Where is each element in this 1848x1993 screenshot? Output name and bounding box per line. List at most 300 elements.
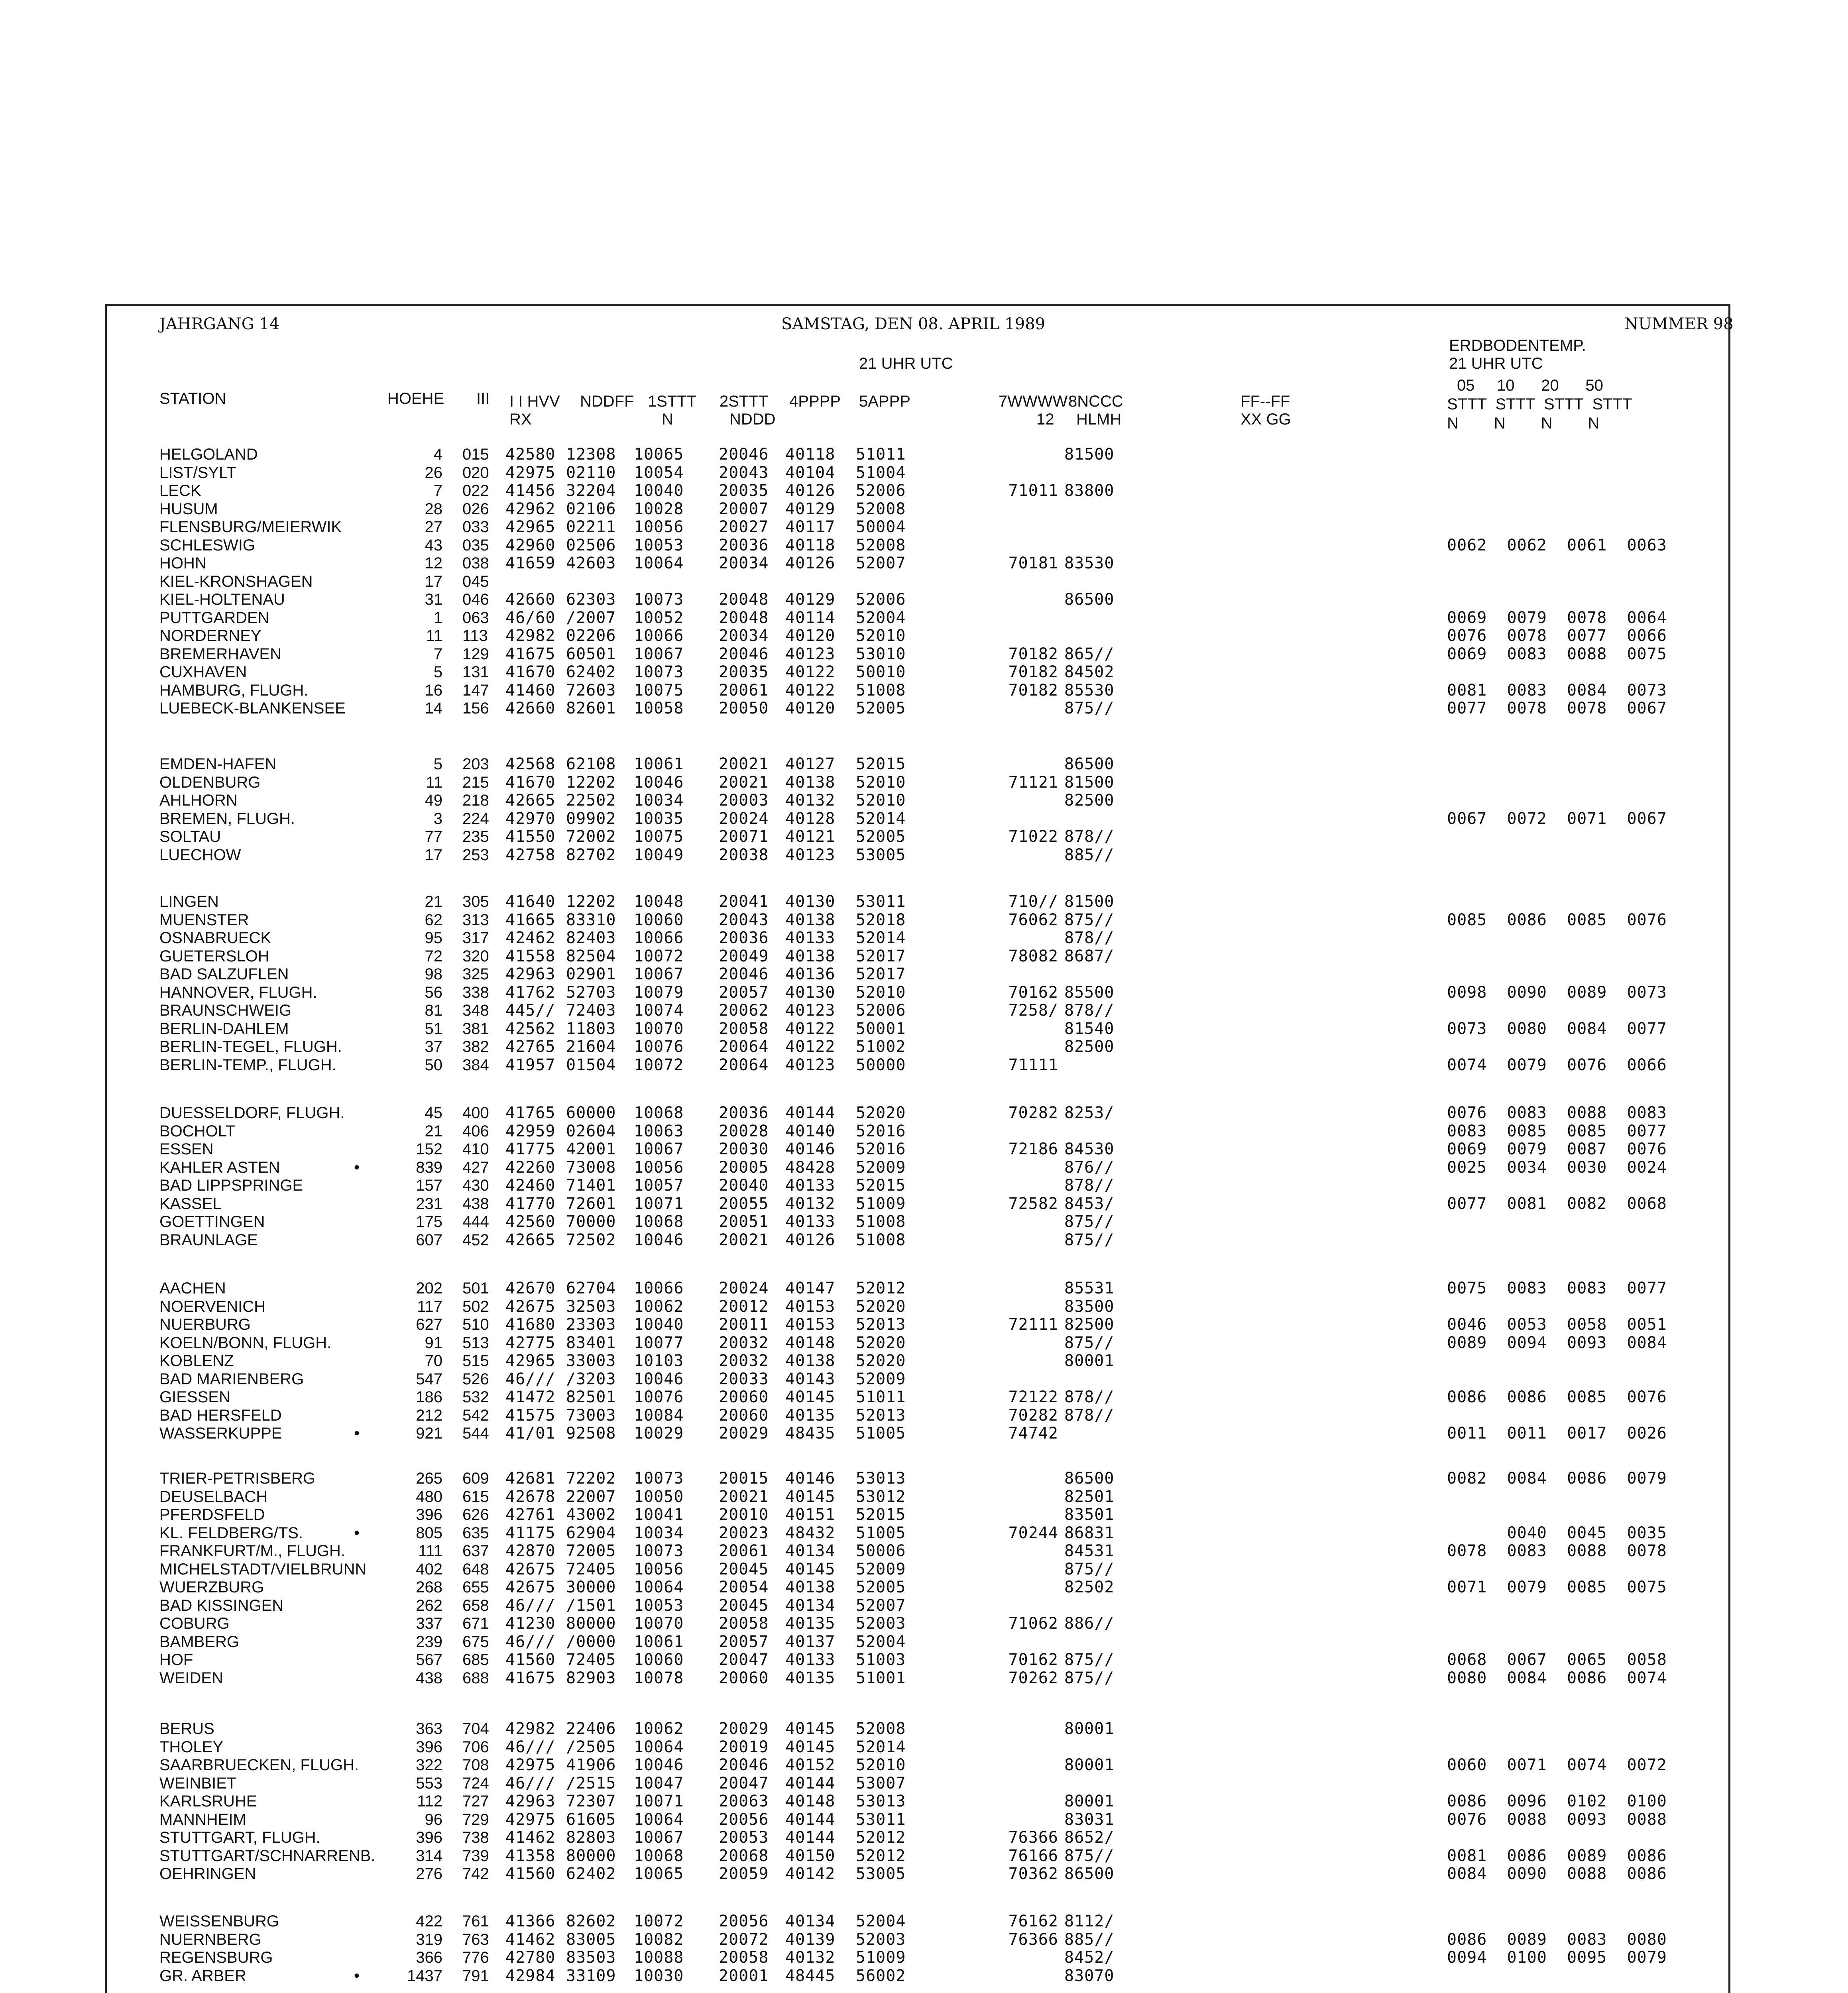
cloud-8nccc-value: 86500 <box>1064 755 1115 773</box>
tendency-5appp-value: 52006 <box>856 482 906 500</box>
nddff-value: 43002 <box>566 1506 616 1524</box>
col-ffff: FF--FF <box>1241 393 1290 410</box>
temp-1sttt-value: 10056 <box>634 518 684 536</box>
station-height: 262 <box>416 1596 442 1614</box>
iihvv-value: 42775 <box>505 1333 556 1352</box>
dew-2sttt-value: 20048 <box>719 608 769 627</box>
soil-temp-values: 0062 0062 0061 0063 <box>1447 536 1667 554</box>
temp-1sttt-value: 10040 <box>634 482 684 500</box>
dew-2sttt-value: 20058 <box>719 1614 769 1633</box>
station-height: 43 <box>425 536 442 554</box>
temp-1sttt-value: 10103 <box>634 1352 684 1370</box>
station-name: KIEL-KRONSHAGEN <box>159 572 313 590</box>
station-index: 510 <box>462 1316 489 1333</box>
cloud-8nccc-value: 86831 <box>1064 1523 1115 1542</box>
weather-7wwww-value: 7258/ <box>1008 1001 1058 1020</box>
station-height: 95 <box>425 929 442 947</box>
station-height: 12 <box>425 554 442 572</box>
station-name: KAHLER ASTEN <box>159 1158 280 1176</box>
station-name: NUERBURG <box>159 1316 251 1333</box>
soil-temp-depths: 05 10 20 50 <box>1457 377 1603 394</box>
temp-1sttt-value: 10046 <box>634 1756 684 1774</box>
tendency-5appp-value: 53011 <box>856 892 906 911</box>
iihvv-value: 42665 <box>505 1230 556 1249</box>
station-name: BAD MARIENBERG <box>159 1370 304 1388</box>
cloud-8nccc-value: 875// <box>1064 1230 1115 1249</box>
soil-temp-values: 0089 0094 0093 0084 <box>1447 1333 1667 1352</box>
tendency-5appp-value: 52003 <box>856 1614 906 1633</box>
tendency-5appp-value: 53011 <box>856 1810 906 1829</box>
station-index: 406 <box>462 1122 489 1140</box>
tendency-5appp-value: 52013 <box>856 1315 906 1334</box>
station-height: 81 <box>425 1002 442 1019</box>
station-index: 532 <box>462 1388 489 1406</box>
station-index: 131 <box>462 663 489 681</box>
nddff-value: 73003 <box>566 1406 616 1425</box>
station-name: FLENSBURG/MEIERWIK <box>159 518 342 536</box>
col-iihvv: I I HVV <box>509 393 560 410</box>
soil-temp-values: 0094 0100 0095 0079 <box>1447 1948 1667 1967</box>
dew-2sttt-value: 20064 <box>719 1038 769 1056</box>
tendency-5appp-value: 52008 <box>856 1720 906 1738</box>
station-height: 26 <box>425 464 442 482</box>
pressure-4pppp-value: 40128 <box>785 809 836 828</box>
dew-2sttt-value: 20030 <box>719 1140 769 1158</box>
col-4pppp: 4PPPP <box>789 393 841 410</box>
station-index: 348 <box>462 1002 489 1019</box>
col-12: 12 <box>1036 411 1054 428</box>
nddff-value: 60501 <box>566 645 616 663</box>
pressure-4pppp-value: 40145 <box>785 1737 836 1756</box>
iihvv-value: 42965 <box>505 518 556 536</box>
iihvv-value: 41460 <box>505 681 556 700</box>
nddff-value: 82903 <box>566 1669 616 1687</box>
temp-1sttt-value: 10034 <box>634 791 684 810</box>
pressure-4pppp-value: 40114 <box>785 608 836 627</box>
dew-2sttt-value: 20034 <box>719 627 769 645</box>
station-name: BAD SALZUFLEN <box>159 965 289 983</box>
station-height: 16 <box>425 681 442 699</box>
station-height: 3 <box>433 810 442 827</box>
pressure-4pppp-value: 40133 <box>785 1176 836 1195</box>
temp-1sttt-value: 10029 <box>634 1424 684 1443</box>
station-index: 526 <box>462 1370 489 1388</box>
nddff-value: 52703 <box>566 983 616 1002</box>
iihvv-value: 42959 <box>505 1122 556 1140</box>
pressure-4pppp-value: 40138 <box>785 910 836 929</box>
nddff-value: 82803 <box>566 1828 616 1847</box>
station-name: HELGOLAND <box>159 446 258 463</box>
cloud-8nccc-value: 86500 <box>1064 1865 1115 1883</box>
temp-1sttt-value: 10056 <box>634 1560 684 1578</box>
station-name: KARLSRUHE <box>159 1793 257 1810</box>
iihvv-value: 41550 <box>505 827 556 846</box>
station-height: 805 <box>416 1524 442 1542</box>
dew-2sttt-value: 20071 <box>719 827 769 846</box>
dew-2sttt-value: 20036 <box>719 536 769 554</box>
tendency-5appp-value: 51009 <box>856 1948 906 1967</box>
station-index: 020 <box>462 464 489 482</box>
dew-2sttt-value: 20035 <box>719 663 769 681</box>
nddff-value: 83310 <box>566 910 616 929</box>
station-height: 98 <box>425 965 442 983</box>
station-index: 046 <box>462 591 489 608</box>
station-name: LUECHOW <box>159 846 241 864</box>
station-height: 111 <box>418 1542 442 1560</box>
cloud-8nccc-value: 878// <box>1064 1406 1115 1425</box>
station-name: WASSERKUPPE <box>159 1425 282 1442</box>
tendency-5appp-value: 52004 <box>856 1912 906 1930</box>
station-index: 444 <box>462 1213 489 1230</box>
station-index: 338 <box>462 983 489 1001</box>
station-height: 396 <box>416 1738 442 1756</box>
mountain-marker: • <box>354 1967 360 1985</box>
station-height: 396 <box>416 1829 442 1846</box>
weather-7wwww-value: 70262 <box>1008 1669 1058 1687</box>
iihvv-value: 41230 <box>505 1614 556 1633</box>
dew-2sttt-value: 20012 <box>719 1297 769 1316</box>
cloud-8nccc-value: 878// <box>1064 1176 1115 1195</box>
nddff-value: 33003 <box>566 1352 616 1370</box>
station-index: 655 <box>462 1578 489 1596</box>
station-index: 671 <box>462 1615 489 1632</box>
nddff-value: 42001 <box>566 1140 616 1158</box>
weather-7wwww-value: 76366 <box>1008 1930 1058 1949</box>
temp-1sttt-value: 10065 <box>634 1865 684 1883</box>
nddff-value: 22502 <box>566 791 616 810</box>
pressure-4pppp-value: 40137 <box>785 1632 836 1651</box>
station-height: 91 <box>425 1334 442 1352</box>
nddff-value: 72601 <box>566 1194 616 1213</box>
iihvv-value: 41680 <box>505 1315 556 1334</box>
tendency-5appp-value: 51008 <box>856 1213 906 1231</box>
pressure-4pppp-value: 40142 <box>785 1865 836 1883</box>
nddff-value: 02106 <box>566 499 616 518</box>
station-name: BAD LIPPSPRINGE <box>159 1177 303 1194</box>
cloud-8nccc-value: 81500 <box>1064 445 1115 464</box>
cloud-8nccc-value: 8452/ <box>1064 1948 1115 1967</box>
pressure-4pppp-value: 40120 <box>785 627 836 645</box>
temp-1sttt-value: 10034 <box>634 1523 684 1542</box>
pressure-4pppp-value: 40145 <box>785 1560 836 1578</box>
temp-1sttt-value: 10028 <box>634 499 684 518</box>
nddff-value: 80000 <box>566 1846 616 1865</box>
iihvv-value: 42562 <box>505 1019 556 1038</box>
station-index: 015 <box>462 446 489 463</box>
nddff-value: 80000 <box>566 1614 616 1633</box>
cloud-8nccc-value: 81540 <box>1064 1019 1115 1038</box>
pressure-4pppp-value: 40118 <box>785 445 836 464</box>
iihvv-value: 445// <box>505 1001 556 1020</box>
temp-1sttt-value: 10030 <box>634 1966 684 1985</box>
station-height: 21 <box>425 893 442 910</box>
temp-1sttt-value: 10053 <box>634 536 684 554</box>
soil-temp-n-row: N N N N <box>1447 415 1600 432</box>
temp-1sttt-value: 10064 <box>634 554 684 572</box>
soil-temp-values: 0069 0079 0087 0076 <box>1447 1140 1667 1158</box>
temp-1sttt-value: 10066 <box>634 1279 684 1297</box>
nddff-value: 92508 <box>566 1424 616 1443</box>
station-height: 96 <box>425 1810 442 1828</box>
tendency-5appp-value: 52020 <box>856 1104 906 1122</box>
station-index: 224 <box>462 810 489 827</box>
station-height: 27 <box>425 518 442 536</box>
station-index: 637 <box>462 1542 489 1560</box>
cloud-8nccc-value: 82500 <box>1064 791 1115 810</box>
nddff-value: 41906 <box>566 1756 616 1774</box>
nddff-value: 61605 <box>566 1810 616 1829</box>
station-index: 381 <box>462 1020 489 1038</box>
tendency-5appp-value: 52012 <box>856 1828 906 1847</box>
iihvv-value: 42963 <box>505 965 556 983</box>
temp-1sttt-value: 10068 <box>634 1213 684 1231</box>
station-name: ESSEN <box>159 1140 214 1158</box>
dew-2sttt-value: 20003 <box>719 791 769 810</box>
station-height: 268 <box>416 1578 442 1596</box>
cloud-8nccc-value: 8253/ <box>1064 1104 1115 1122</box>
soil-temp-values: 0080 0084 0086 0074 <box>1447 1669 1667 1687</box>
iihvv-value: 42870 <box>505 1542 556 1560</box>
dew-2sttt-value: 20045 <box>719 1560 769 1578</box>
temp-1sttt-value: 10049 <box>634 845 684 864</box>
iihvv-value: 41670 <box>505 663 556 681</box>
cloud-8nccc-value: 886// <box>1064 1614 1115 1633</box>
cloud-8nccc-value: 83530 <box>1064 554 1115 572</box>
cloud-8nccc-value: 875// <box>1064 1560 1115 1578</box>
station-name: PUTTGARDEN <box>159 609 269 627</box>
cloud-8nccc-value: 85531 <box>1064 1279 1115 1297</box>
weather-7wwww-value: 72186 <box>1008 1140 1058 1158</box>
tendency-5appp-value: 52018 <box>856 910 906 929</box>
tendency-5appp-value: 52016 <box>856 1122 906 1140</box>
dew-2sttt-value: 20068 <box>719 1846 769 1865</box>
station-index: 615 <box>462 1488 489 1506</box>
soil-temp-time: 21 UHR UTC <box>1449 355 1543 372</box>
station-name: BAD HERSFELD <box>159 1406 282 1424</box>
dew-2sttt-value: 20043 <box>719 463 769 482</box>
station-height: 186 <box>416 1388 442 1406</box>
station-height: 319 <box>416 1930 442 1948</box>
weather-7wwww-value: 78082 <box>1008 947 1058 965</box>
soil-temp-values: 0075 0083 0083 0077 <box>1447 1279 1667 1297</box>
station-height: 51 <box>425 1020 442 1038</box>
dew-2sttt-value: 20060 <box>719 1388 769 1406</box>
station-index: 729 <box>462 1810 489 1828</box>
tendency-5appp-value: 53012 <box>856 1487 906 1506</box>
pressure-4pppp-value: 40121 <box>785 827 836 846</box>
station-index: 502 <box>462 1297 489 1315</box>
station-index: 218 <box>462 792 489 809</box>
nddff-value: /2505 <box>566 1737 616 1756</box>
temp-1sttt-value: 10056 <box>634 1158 684 1177</box>
pressure-4pppp-value: 40138 <box>785 773 836 792</box>
dew-2sttt-value: 20032 <box>719 1333 769 1352</box>
nddff-value: 12202 <box>566 773 616 792</box>
nddff-value: 62402 <box>566 1865 616 1883</box>
station-name: STUTTGART/SCHNARRENB. <box>159 1847 375 1865</box>
weather-7wwww-value: 70181 <box>1008 554 1058 572</box>
station-index: 685 <box>462 1651 489 1669</box>
temp-1sttt-value: 10058 <box>634 699 684 717</box>
temp-1sttt-value: 10076 <box>634 1388 684 1406</box>
soil-temp-values: 0084 0090 0088 0086 <box>1447 1865 1667 1883</box>
tendency-5appp-value: 52008 <box>856 499 906 518</box>
temp-1sttt-value: 10072 <box>634 947 684 965</box>
station-name: AHLHORN <box>159 792 238 809</box>
station-height: 231 <box>416 1195 442 1213</box>
temp-1sttt-value: 10078 <box>634 1669 684 1687</box>
iihvv-value: 42665 <box>505 791 556 810</box>
station-name: FRANKFURT/M., FLUGH. <box>159 1542 345 1560</box>
temp-1sttt-value: 10046 <box>634 773 684 792</box>
station-height: 607 <box>416 1231 442 1249</box>
iihvv-value: 41670 <box>505 773 556 792</box>
tendency-5appp-value: 52014 <box>856 1737 906 1756</box>
temp-1sttt-value: 10066 <box>634 929 684 947</box>
iihvv-value: 42761 <box>505 1506 556 1524</box>
temp-1sttt-value: 10064 <box>634 1737 684 1756</box>
nddff-value: 83401 <box>566 1333 616 1352</box>
station-index: 038 <box>462 554 489 572</box>
pressure-4pppp-value: 40135 <box>785 1669 836 1687</box>
tendency-5appp-value: 52005 <box>856 827 906 846</box>
dew-2sttt-value: 20057 <box>719 983 769 1002</box>
station-height: 49 <box>425 792 442 809</box>
soil-temp-values: 0085 0086 0085 0076 <box>1447 910 1667 929</box>
station-index: 317 <box>462 929 489 947</box>
tendency-5appp-value: 52017 <box>856 965 906 983</box>
nddff-value: 82601 <box>566 699 616 717</box>
temp-1sttt-value: 10074 <box>634 1001 684 1020</box>
pressure-4pppp-value: 40127 <box>785 755 836 773</box>
station-index: 438 <box>462 1195 489 1213</box>
pressure-4pppp-value: 40132 <box>785 791 836 810</box>
pressure-4pppp-value: 40123 <box>785 1001 836 1020</box>
nddff-value: 83503 <box>566 1948 616 1967</box>
iihvv-value: 41456 <box>505 482 556 500</box>
weather-7wwww-value: 72122 <box>1008 1388 1058 1406</box>
tendency-5appp-value: 52020 <box>856 1297 906 1316</box>
station-name: KL. FELDBERG/TS. <box>159 1524 303 1542</box>
station-index: 026 <box>462 500 489 518</box>
cloud-8nccc-value: 875// <box>1064 1651 1115 1669</box>
temp-1sttt-value: 10065 <box>634 445 684 464</box>
weather-7wwww-value: 70244 <box>1008 1523 1058 1542</box>
station-index: 147 <box>462 681 489 699</box>
tendency-5appp-value: 52008 <box>856 536 906 554</box>
station-index: 045 <box>462 572 489 590</box>
iihvv-value: 42670 <box>505 1279 556 1297</box>
nddff-value: 02506 <box>566 536 616 554</box>
station-name: BREMERHAVEN <box>159 645 281 663</box>
iihvv-value: 42965 <box>505 1352 556 1370</box>
weather-7wwww-value: 70162 <box>1008 983 1058 1002</box>
temp-1sttt-value: 10075 <box>634 681 684 700</box>
station-index: 033 <box>462 518 489 536</box>
temp-1sttt-value: 10060 <box>634 910 684 929</box>
station-height: 553 <box>416 1774 442 1792</box>
station-name: REGENSBURG <box>159 1949 273 1966</box>
col-1sttt-n: N <box>662 411 673 428</box>
dew-2sttt-value: 20046 <box>719 1756 769 1774</box>
soil-temp-values: 0098 0090 0089 0073 <box>1447 983 1667 1002</box>
temp-1sttt-value: 10070 <box>634 1614 684 1633</box>
tendency-5appp-value: 52020 <box>856 1352 906 1370</box>
station-index: 513 <box>462 1334 489 1352</box>
nddff-value: 12308 <box>566 445 616 464</box>
tendency-5appp-value: 56002 <box>856 1966 906 1985</box>
pressure-4pppp-value: 40139 <box>785 1930 836 1949</box>
dew-2sttt-value: 20029 <box>719 1720 769 1738</box>
soil-temp-values: 0068 0067 0065 0058 <box>1447 1651 1667 1669</box>
station-index: 515 <box>462 1352 489 1370</box>
iihvv-value: 42580 <box>505 445 556 464</box>
pressure-4pppp-value: 40126 <box>785 1230 836 1249</box>
dew-2sttt-value: 20021 <box>719 773 769 792</box>
station-index: 776 <box>462 1949 489 1966</box>
station-height: 11 <box>426 627 442 645</box>
cloud-8nccc-value: 81500 <box>1064 773 1115 792</box>
station-index: 113 <box>462 627 488 645</box>
temp-1sttt-value: 10064 <box>634 1810 684 1829</box>
tendency-5appp-value: 52005 <box>856 1578 906 1596</box>
soil-temp-sttt-row: STTT STTT STTT STTT <box>1447 395 1632 413</box>
pressure-4pppp-value: 40150 <box>785 1846 836 1865</box>
cloud-8nccc-value: 8453/ <box>1064 1194 1115 1213</box>
tendency-5appp-value: 51005 <box>856 1523 906 1542</box>
nddff-value: 82501 <box>566 1388 616 1406</box>
dew-2sttt-value: 20049 <box>719 947 769 965</box>
dew-2sttt-value: 20050 <box>719 699 769 717</box>
iihvv-value: 42984 <box>505 1966 556 1985</box>
dew-2sttt-value: 20033 <box>719 1370 769 1388</box>
temp-1sttt-value: 10067 <box>634 645 684 663</box>
pressure-4pppp-value: 40133 <box>785 1651 836 1669</box>
station-index: 320 <box>462 947 489 965</box>
station-height: 152 <box>416 1140 442 1158</box>
soil-temp-values: 0076 0078 0077 0066 <box>1447 627 1667 645</box>
col-7wwww: 7WWWW <box>999 393 1068 410</box>
dew-2sttt-value: 20060 <box>719 1669 769 1687</box>
nddff-value: 71401 <box>566 1176 616 1195</box>
station-height: 322 <box>416 1756 442 1774</box>
iihvv-value: 42460 <box>505 1176 556 1195</box>
temp-1sttt-value: 10071 <box>634 1792 684 1810</box>
pressure-4pppp-value: 40133 <box>785 929 836 947</box>
cloud-8nccc-value: 878// <box>1064 1001 1115 1020</box>
temp-1sttt-value: 10061 <box>634 755 684 773</box>
cloud-8nccc-value: 84502 <box>1064 663 1115 681</box>
iihvv-value: 46/// <box>505 1596 556 1615</box>
station-index: 427 <box>462 1158 489 1176</box>
pressure-4pppp-value: 40145 <box>785 1388 836 1406</box>
dew-2sttt-value: 20047 <box>719 1774 769 1793</box>
iihvv-value: 42962 <box>505 499 556 518</box>
tendency-5appp-value: 51011 <box>856 445 906 464</box>
iihvv-value: 46/// <box>505 1370 556 1388</box>
soil-temp-values: 0076 0088 0093 0088 <box>1447 1810 1667 1829</box>
station-index: 739 <box>462 1847 489 1865</box>
pressure-4pppp-value: 40120 <box>785 699 836 717</box>
tendency-5appp-value: 52016 <box>856 1140 906 1158</box>
station-name: KIEL-HOLTENAU <box>159 591 285 608</box>
station-name: LECK <box>159 482 201 499</box>
nddff-value: 09902 <box>566 809 616 828</box>
iihvv-value: 42780 <box>505 1948 556 1967</box>
cloud-8nccc-value: 84531 <box>1064 1542 1115 1560</box>
tendency-5appp-value: 52010 <box>856 983 906 1002</box>
station-index: 738 <box>462 1829 489 1846</box>
